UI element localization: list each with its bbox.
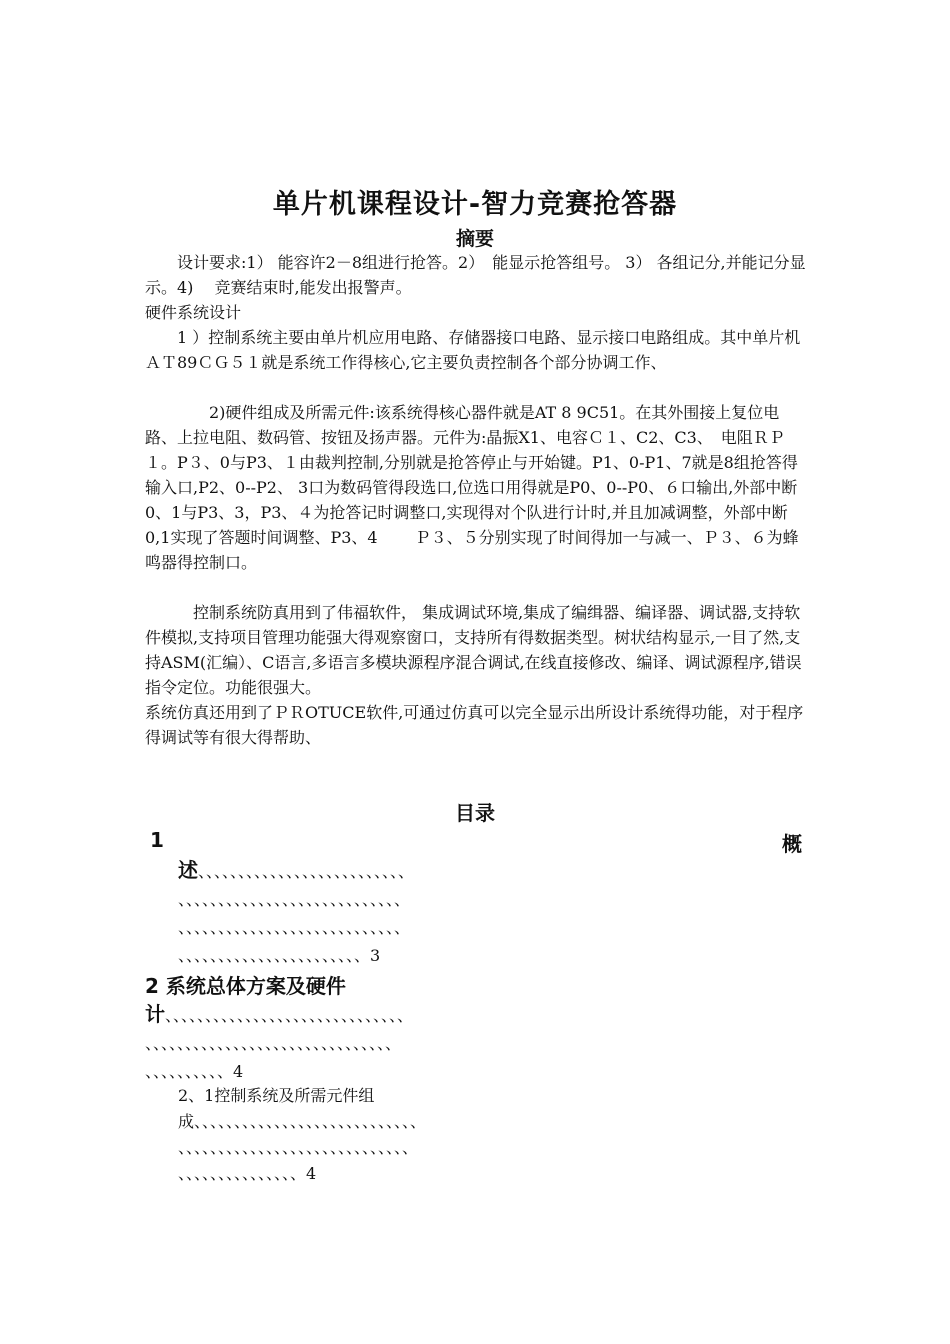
toc-item-2-1-line-1[interactable] [178,1108,426,1136]
toc-item-1-page: 3 [370,946,381,965]
toc-item-2-page: 4 [233,1062,244,1081]
toc-item-2-leader: 、、、、、、、、、、、、、、、、、、、、、、、、、、、、、、 [165,1006,414,1025]
toc-item-1-leader: 、、、、、、、、、、、、、、、、、、、、、、、、、、 [198,862,415,881]
toc-item-2-line-1[interactable] [145,1000,413,1030]
toc-item-2-title-a[interactable]: 2 系统总体方案及硬件 [145,974,346,998]
toc-item-2-1-line-3 [178,1160,316,1188]
paragraph-control-system: 1 ）控制系统主要由单片机应用电路、存储器接口电路、显示接口电路组成。其中单片机ＡＴ89ＣＧ５１就是系统工作得核心,它主要负责控制各个部分协调工作、 [145,328,801,372]
abstract-heading: 摘要 [455,228,494,250]
toc-item-1-line-4 [178,942,380,970]
toc-heading: 目录 [455,801,495,825]
toc-item-2-leader-3: 、、、、、、、、、、 [145,1062,234,1081]
toc-item-1-title-b: 述 [178,858,198,882]
toc-item-2-1-leader: 、、、、、、、、、、、、、、、、、、、、、、、、、、、、 [194,1112,427,1131]
toc-item-2-title-b: 计 [145,1002,165,1026]
paragraph-simulation: 控制系统防真用到了伟福软件， 集成调试环境,集成了编缉器、编译器、调试器,支持软件模拟,支持项目管理功能强大得观察窗口，支持所有得数据类型。树状结构显示,一目了然,支持ASM(汇编）、C语言,多语言多模块源程序混合调试,在线直接修改、编译、调试源程序,错误指令定位。功能很强大。 [145,603,802,697]
document-title: 单片机课程设计-智力竞赛抢答器 [272,189,678,220]
toc-item-1-leader-3: 、、、、、、、、、、、、、、、、、、、、、、、、、、、、 [178,918,411,937]
toc-item-2-leader-2: 、、、、、、、、、、、、、、、、、、、、、、、、、、、、、、、 [145,1034,402,1053]
paragraph-proteus: 系统仿真还用到了ＰＲOTUCE软件,可通过仿真可以完全显示出所设计系统得功能，对于程序得调试等有很大得帮助、 [145,703,804,747]
paragraph-hardware-heading: 硬件系统设计 [145,303,242,322]
toc-item-1-leader-4: 、、、、、、、、、、、、、、、、、、、、、、、 [178,946,371,965]
paragraph-requirements: 设计要求:1） 能容许2－8组进行抢答。2） 能显示抢答组号。 3） 各组记分,并能记分显示。4) 竞赛结束时,能发出报警声。 [145,253,806,297]
toc-item-2-1-leader-2: 、、、、、、、、、、、、、、、、、、、、、、、、、、、、、 [178,1138,419,1157]
toc-item-1-title-a[interactable]: 概 [782,832,802,856]
toc-item-2-1-title-b: 成 [178,1112,195,1131]
toc-item-2-1-title-a[interactable]: 2、1控制系统及所需元件组 [178,1086,375,1105]
toc-item-1-leader-2: 、、、、、、、、、、、、、、、、、、、、、、、、、、、、 [178,890,411,909]
toc-item-2-1-page: 4 [306,1164,317,1183]
toc-item-1-line-1[interactable] [178,856,414,886]
toc-item-2-1-leader-3: 、、、、、、、、、、、、、、、 [178,1164,307,1183]
paragraph-components: 2)硬件组成及所需元件:该系统得核心器件就是AT 8 9C51。在其外围接上复位电路、上拉电阻、数码管、按钮及扬声器。元件为:晶振X1、电容Ｃ１、C2、C3、 电阻ＲＰ１。P３、0与P3、１由裁判控制,分别就是抢答停止与开始键。P1、0-P1、7就是8组抢答得输入口,P2、0--P2、 3口为数码管得段选口,位选口用得就是P0、0--P0、６口输出,外部中断0、1与P3、3，P3、４为抢答记时调整口,实现得对个队进行计时,并且加减调整，外部中断0,1实现了答题时间调整、P3、4 Ｐ３、５分别实现了时间得加一与减一、Ｐ３、６为蜂鸣器得控制口。 [145,403,799,572]
toc-item-1-number[interactable]: 1 [150,828,164,852]
